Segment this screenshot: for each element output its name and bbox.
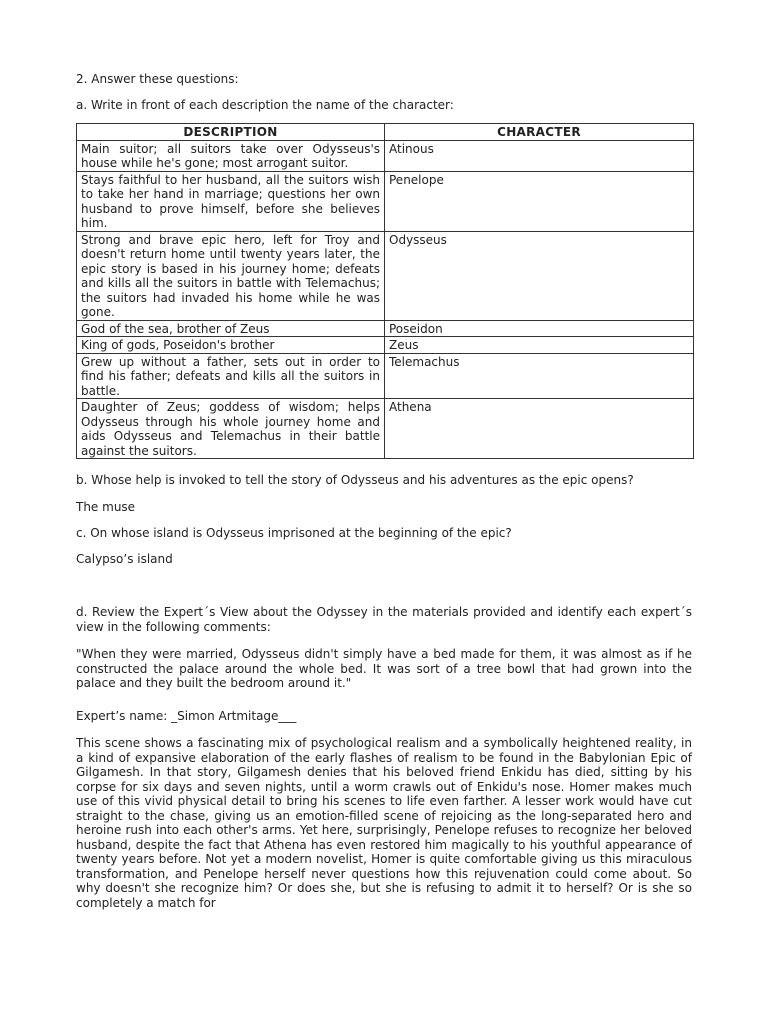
- character-cell: Poseidon: [385, 320, 694, 337]
- description-cell: Main suitor; all suitors take over Odysseus's house while he's gone; most arrogant suitor.: [77, 140, 385, 171]
- table-row: [77, 171, 694, 231]
- answer-b: The muse: [76, 500, 136, 514]
- description-cell: Stays faithful to her husband, all the suitors wish to take her hand in marriage; questions her own husband to prove himself, before she believes him.: [77, 171, 385, 231]
- character-cell: Atinous: [385, 140, 694, 171]
- table-row: [77, 399, 694, 459]
- character-cell: Odysseus: [385, 231, 694, 320]
- character-cell: Athena: [385, 399, 694, 459]
- description-cell: Daughter of Zeus; goddess of wisdom; helps Odysseus through his whole journey home and aids Odysseus and Telemachus in their battle against the suitors.: [77, 399, 385, 459]
- table-row: [77, 353, 694, 399]
- character-cell: Penelope: [385, 171, 694, 231]
- description-cell: King of gods, Poseidon's brother: [77, 337, 385, 354]
- question-b: b. Whose help is invoked to tell the story of Odysseus and his adventures as the epic opens?: [76, 473, 634, 487]
- table-row: [77, 140, 694, 171]
- character-table: [76, 123, 694, 459]
- table-header-row: [77, 124, 694, 141]
- character-cell: Telemachus: [385, 353, 694, 399]
- description-cell: Grew up without a father, sets out in order to find his father; defeats and kills all the suitors in battle.: [77, 353, 385, 399]
- commentary-paragraph: This scene shows a fascinating mix of psychological realism and a symbolically heightened reality, in a kind of expansive elaboration of the early flashes of realism to be found in the Babylonian Epic of Gilgamesh. In that story, Gilgamesh denies that his beloved friend Enkidu has died, sitting by his corpse for six days and seven nights, until a worm crawls out of Enkidu's nose. Homer makes much use of this vivid physical detail to bring his scenes to life even farther. A lesser work would have cut straight to the chase, giving us an emotion-filled scene of rejoicing as the long-separated hero and heroine rush into each other's arms. Yet here, surprisingly, Penelope refuses to recognize her beloved husband, despite the fact that Athena has even restored him magically to his youthful appearance of twenty years before. Not yet a modern novelist, Homer is quite comfortable giving us this miraculous transformation, and Penelope herself never questions how this rejuvenation could come about. So why doesn't she recognize him? Or does she, but she is refusing to admit it to herself? Or is she so completely a match for: [76, 736, 692, 910]
- description-cell: Strong and brave epic hero, left for Troy and doesn't return home until twenty years later, the epic story is based in his journey home; defeats and kills all the suitors in battle with Telemachus; the suitors had invaded his home while he was gone.: [77, 231, 385, 320]
- answer-c: Calypso’s island: [76, 552, 173, 566]
- character-cell: Zeus: [385, 337, 694, 354]
- description-cell: God of the sea, brother of Zeus: [77, 320, 385, 337]
- header-character: CHARACTER: [385, 124, 694, 141]
- question-c: c. On whose island is Odysseus imprisoned at the beginning of the epic?: [76, 526, 512, 540]
- question-d: d. Review the Expert´s View about the Odyssey in the materials provided and identify each expert´s view in the following comments:: [76, 605, 692, 634]
- table-row: [77, 337, 694, 354]
- table-row: [77, 231, 694, 320]
- expert-name-line: Expert’s name: _Simon Artmitage___: [76, 709, 297, 723]
- question-a: a. Write in front of each description the name of the character:: [76, 98, 454, 112]
- section-heading: 2. Answer these questions:: [76, 72, 239, 86]
- expert-quote: "When they were married, Odysseus didn't simply have a bed made for them, it was almost as if he constructed the palace around the whole bed. It was sort of a tree bowl that had grown into the palace and they built the bedroom around it.": [76, 647, 692, 690]
- header-description: DESCRIPTION: [77, 124, 385, 141]
- table-row: [77, 320, 694, 337]
